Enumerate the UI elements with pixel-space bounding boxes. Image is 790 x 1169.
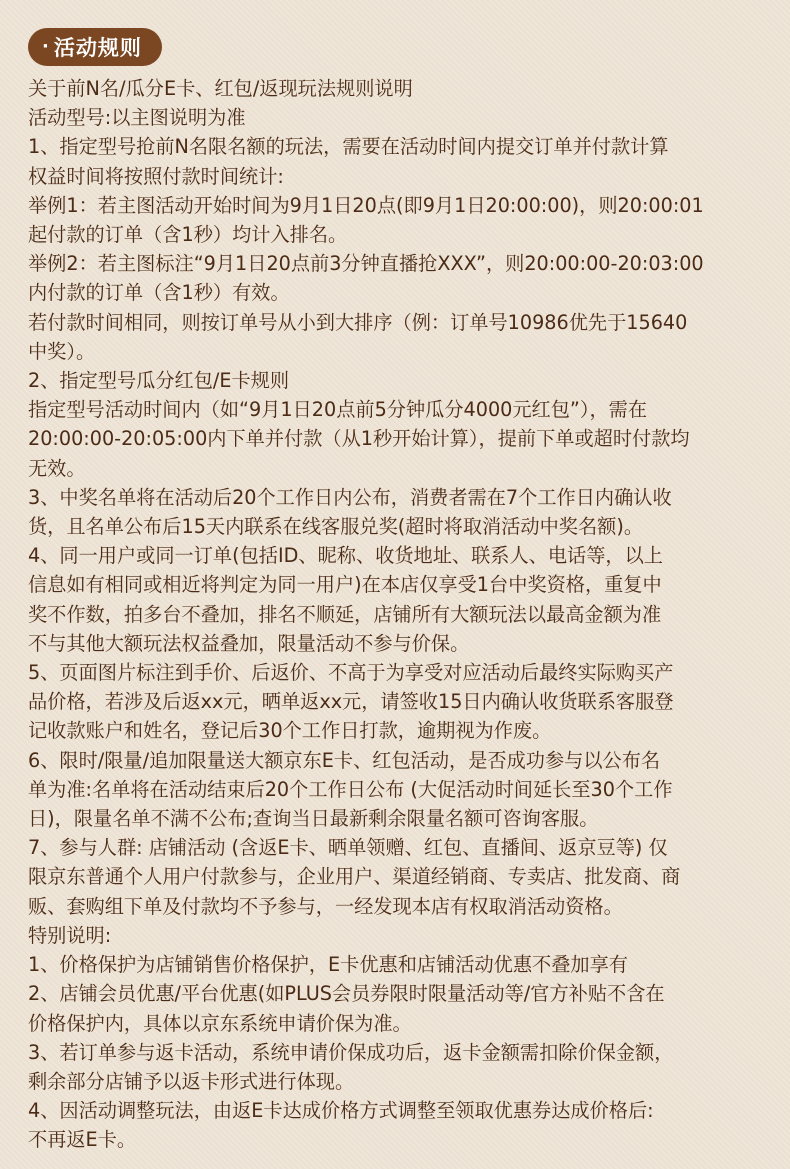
rule-line: 5、页面图片标注到手价、后返价、不高于为享受对应活动后最终实际购买产 — [28, 661, 674, 685]
section-title: 活动规则 — [53, 36, 142, 60]
rule-line: 起付款的订单（含1秒）均计入排名。 — [28, 223, 348, 247]
rule-line: 6、限时/限量/追加限量送大额京东E卡、红包活动，是否成功参与以公布名 — [28, 748, 661, 772]
rule-line: 2、店铺会员优惠/平台优惠(如PLUS会员券限时限量活动等/官方补贴不含在 — [28, 982, 665, 1006]
rule-line: 奖不作数，拍多台不叠加，排名不顺延，店铺所有大额玩法以最高金额为准 — [28, 602, 662, 626]
rule-line: 限京东普通个人用户付款参与，企业用户、渠道经销商、专卖店、批发商、商 — [28, 865, 681, 889]
rule-line: 品价格，若涉及后返xx元，晒单返xx元，请签收15日内确认收货联系客服登 — [28, 690, 674, 714]
rule-line: 4、同一用户或同一订单(包括ID、昵称、收货地址、联系人、电话等，以上 — [28, 544, 663, 568]
rule-line: 举例2：若主图标注“9月1日20点前3分钟直播抢XXX”，则20:00:00-20:03:00 — [28, 252, 704, 276]
rule-line: 日)，限量名单不满不公布;查询当日最新剩余限量名额可咨询客服。 — [28, 807, 599, 831]
rule-line: 关于前N名/瓜分E卡、红包/返现玩法规则说明 — [28, 77, 413, 100]
bullet-dot-icon: · — [42, 36, 49, 57]
rule-line: 剩余部分店铺予以返卡形式进行体现。 — [28, 1069, 355, 1093]
rule-line: 举例1：若主图活动开始时间为9月1日20点(即9月1日20:00:00)，则20:00:01 — [28, 193, 704, 217]
rule-line: 2、指定型号瓜分红包/E卡规则 — [28, 369, 290, 393]
rule-line: 不与其他大额玩法权益叠加，限量活动不参与价保。 — [28, 631, 470, 655]
rule-line: 指定型号活动时间内（如“9月1日20点前5分钟瓜分4000元红包”），需在 — [28, 398, 648, 422]
rule-line: 特别说明: — [28, 923, 112, 947]
rule-line: 记收款账户和姓名，登记后30个工作日打款，逾期视为作废。 — [28, 719, 552, 743]
rule-line: 中奖）。 — [28, 339, 96, 363]
rule-line: 3、中奖名单将在活动后20个工作日内公布，消费者需在7个工作日内确认收 — [28, 485, 672, 509]
rule-line: 权益时间将按照付款时间统计: — [28, 164, 284, 188]
rule-line: 1、指定型号抢前N名限名额的玩法，需要在活动时间内提交订单并付款计算 — [28, 135, 669, 159]
rule-line: 单为准:名单将在活动结束后20个工作日公布 (大促活动时间延长至30个工作 — [28, 777, 673, 801]
rules-text — [28, 74, 776, 1155]
rule-line: 信息如有相同或相近将判定为同一用户)在本店仅享受1台中奖资格，重复中 — [28, 573, 662, 597]
rule-line: 不再返E卡。 — [28, 1128, 137, 1152]
rule-line: 贩、套购组下单及付款均不予参与，一经发现本店有权取消活动资格。 — [28, 894, 623, 918]
rule-line: 活动型号:以主图说明为准 — [28, 106, 246, 130]
rule-line: 无效。 — [28, 456, 86, 480]
rule-line: 内付款的订单（含1秒）有效。 — [28, 281, 290, 305]
rule-line: 若付款时间相同，则按订单号从小到大排序（例：订单号10986优先于15640 — [28, 310, 688, 334]
rule-line: 4、因活动调整玩法，由返E卡达成价格方式调整至领取优惠券达成价格后: — [28, 1099, 654, 1123]
rule-line: 1、价格保护为店铺销售价格保护，E卡优惠和店铺活动优惠不叠加享有 — [28, 953, 628, 977]
rule-line: 20:00:00-20:05:00内下单并付款（从1秒开始计算），提前下单或超时付款均 — [28, 427, 690, 451]
rule-line: 3、若订单参与返卡活动，系统申请价保成功后，返卡金额需扣除价保金额， — [28, 1040, 674, 1064]
section-title-badge — [28, 28, 162, 66]
rule-line: 7、参与人群: 店铺活动 (含返E卡、晒单领赠、红包、直播间、返京豆等) 仅 — [28, 836, 668, 860]
rule-line: 货，且名单公布后15天内联系在线客服兑奖(超时将取消活动中奖名额)。 — [28, 515, 644, 539]
rule-line: 价格保护内，具体以京东系统申请价保为准。 — [28, 1011, 412, 1035]
